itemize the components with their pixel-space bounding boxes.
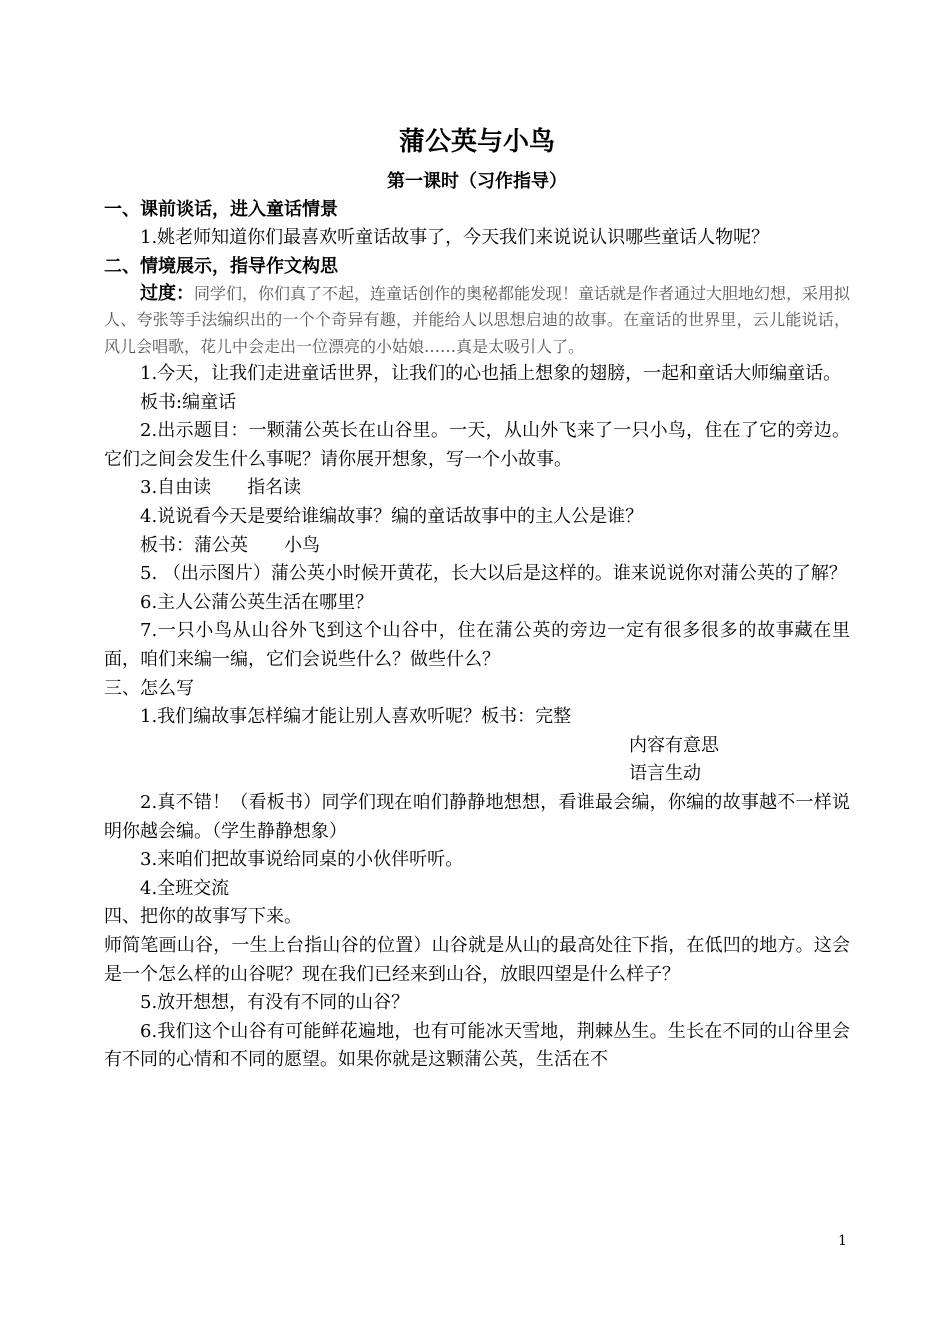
document-body bbox=[104, 120, 850, 1075]
section-3-heading: 三、怎么写 bbox=[104, 677, 194, 699]
section-4-paragraph-0: 师简笔画山谷，一生上台指山谷的位置）山谷就是从山的最高处往下指，在低凹的地方。这会是一个怎么样的山谷呢？现在我们已经来到山谷，放眼四望是什么样子？ bbox=[104, 934, 850, 985]
board-note-2-bird: 小鸟 bbox=[284, 534, 320, 556]
section-4-heading: 四、把你的故事写下来。 bbox=[104, 906, 302, 928]
section-2-paragraph-6: 6.主人公蒲公英生活在哪里？ bbox=[140, 591, 374, 613]
section-1-heading: 一、课前谈话，进入童话情景 bbox=[104, 199, 338, 220]
section-4-paragraph-6: 6.我们这个山谷有可能鲜花遍地，也有可能冰天雪地，荆棘丛生。生长在不同的山谷里会有不同的心情和不同的愿望。如果你就是这颗蒲公英，生活在不 bbox=[104, 1020, 850, 1071]
document-subtitle: 第一课时（习作指导） bbox=[387, 171, 567, 192]
section-2-paragraph-7: 7.一只小鸟从山谷外飞到这个山谷中，住在蒲公英的旁边一定有很多很多的故事藏在里面，咱们来编一编，它们会说些什么？做些什么？ bbox=[104, 620, 850, 671]
board-item-vivid-language: 语言生动 bbox=[629, 763, 701, 785]
section-3-paragraph-4: 4.全班交流 bbox=[140, 877, 230, 899]
section-3-paragraph-3: 3.来咱们把故事说给同桌的小伙伴听听。 bbox=[140, 849, 464, 871]
section-2-paragraph-1: 1.今天，让我们走进童话世界，让我们的心也插上想象的翅膀，一起和童话大师编童话。 bbox=[140, 363, 842, 385]
page-number: 1 bbox=[838, 1233, 847, 1249]
section-2-paragraph-3 bbox=[104, 474, 850, 503]
board-note-2 bbox=[104, 532, 850, 561]
section-3-paragraph-2: 2.真不错！（看板书）同学们现在咱们静静地想想，看谁最会编，你编的故事越不一样说明你越会编。（学生静静想象） bbox=[104, 792, 850, 842]
document-title: 蒲公英与小鸟 bbox=[398, 127, 555, 157]
section-1-paragraph-1: 1.姚老师知道你们最喜欢听童话故事了，今天我们来说说认识哪些童话人物呢？ bbox=[140, 227, 770, 248]
board-note-2-dandelion: 板书：蒲公英 bbox=[140, 534, 248, 556]
board-item-interesting-content: 内容有意思 bbox=[629, 734, 719, 756]
board-note-1: 板书:编童话 bbox=[140, 391, 237, 413]
section-2-paragraph-2: 2.出示题目：一颗蒲公英长在山谷里。一天，从山外飞来了一只小鸟，住在了它的旁边。它们之间会发生什么事呢？请你展开想象，写一个小故事。 bbox=[104, 420, 850, 470]
free-reading: 3.自由读 bbox=[140, 477, 212, 499]
transition-lead: 过度： bbox=[140, 282, 194, 304]
transition-text: 同学们，你们真了不起，连童话创作的奥秘都能发现！童话就是作者通过大胆地幻想，采用拟人、夸张等手法编织出的一个个奇异有趣，并能给人以思想启迪的故事。在童话的世界里，云儿能说话，风儿会唱歌，花儿中会走出一位漂亮的小姑娘……真是太吸引人了。 bbox=[104, 283, 851, 356]
section-2-paragraph-4: 4.说说看今天是要给谁编故事？编的童话故事中的主人公是谁？ bbox=[140, 506, 644, 528]
section-4-paragraph-5: 5.放开想想，有没有不同的山谷？ bbox=[140, 992, 410, 1014]
section-2-heading: 二、情境展示，指导作文构思 bbox=[104, 255, 338, 277]
named-reading: 指名读 bbox=[247, 477, 302, 499]
transition-paragraph bbox=[104, 281, 850, 361]
section-3-paragraph-1: 1.我们编故事怎样编才能让别人喜欢听呢？板书：完整 bbox=[140, 706, 572, 728]
section-2-paragraph-5: 5. （出示图片）蒲公英小时候开黄花，长大以后是这样的。谁来说说你对蒲公英的了解？ bbox=[140, 563, 847, 585]
